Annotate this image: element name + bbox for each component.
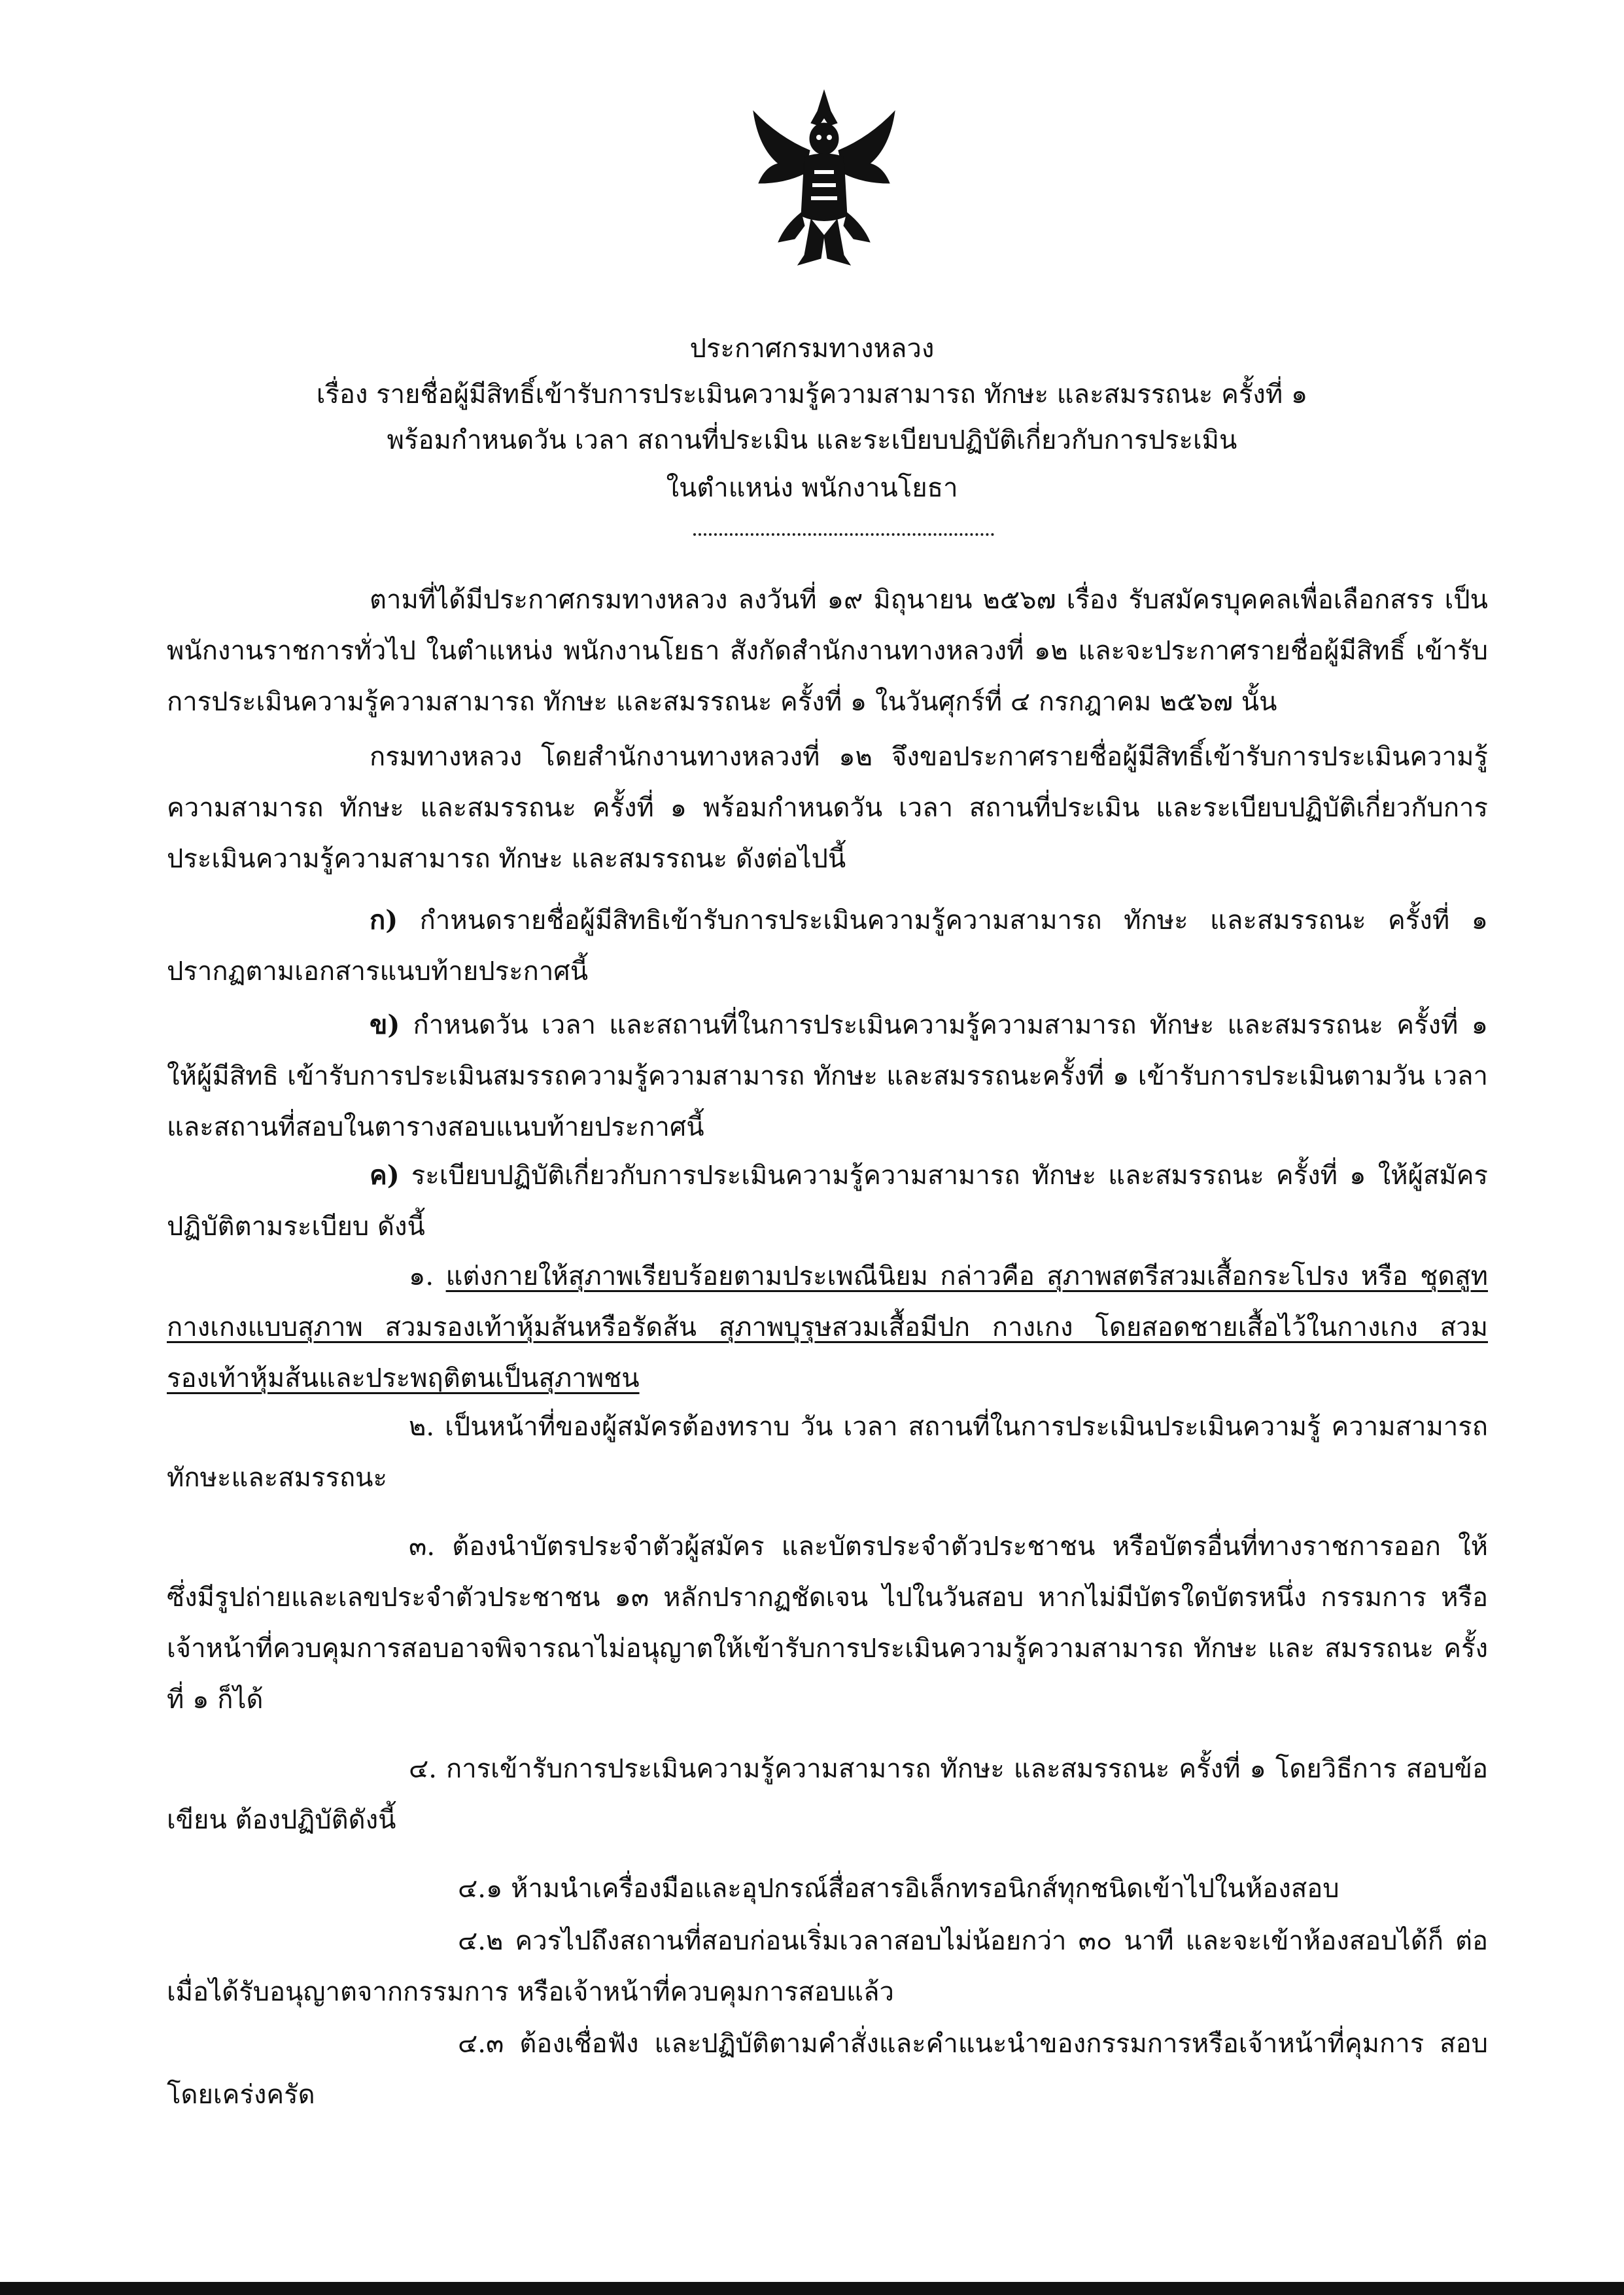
rule-4 — [167, 1743, 1488, 1846]
rule-1 — [167, 1251, 1488, 1404]
garuda-emblem-icon — [739, 85, 909, 281]
item-c-text: ระเบียบปฏิบัติเกี่ยวกับการประเมินความรู้ความสามารถ ทักษะ และสมรรถนะ ครั้งที่ ๑ ให้ผู้สมัครปฏิบัติตามระเบียบ ดังนี้ — [167, 1161, 1488, 1242]
rule-4-1: ๔.๑ ห้ามนำเครื่องมือและอุปกรณ์สื่อสารอิเล็กทรอนิกส์ทุกชนิดเข้าไปในห้องสอบ — [458, 1874, 1339, 1904]
rule-2-number: ๒. — [409, 1412, 435, 1442]
item-b-text: กำหนดวัน เวลา และสถานที่ในการประเมินความรู้ความสามารถ ทักษะ และสมรรถนะ ครั้งที่ ๑ ให้ผู้มีสิทธิ เข้ารับการประเมินสมรรถความรู้ความสามารถ ทักษะ และสมรรถนะครั้งที่ ๑ เข้ารับการประเมินตามวัน เวลา และสถานที่สอบในตารางสอบแนบท้ายประกาศนี้ — [167, 1010, 1488, 1142]
rule-3-number: ๓. — [409, 1532, 436, 1562]
rule-4-3: ๔.๓ ต้องเชื่อฟัง และปฏิบัติตามคำสั่งและคำแนะนำของกรรมการหรือเจ้าหน้าที่คุมการ สอบโดยเคร่งครัด — [167, 2029, 1488, 2110]
rule-4-text: การเข้ารับการประเมินความรู้ความสามารถ ทักษะ และสมรรถนะ ครั้งที่ ๑ โดยวิธีการ สอบข้อเขียน ต้องปฏิบัติดังนี้ — [167, 1754, 1489, 1835]
rule-2 — [167, 1401, 1488, 1503]
scan-edge-bar — [0, 2282, 1624, 2295]
item-c — [167, 1150, 1488, 1252]
rule-1-text: แต่งกายให้สุภาพเรียบร้อยตามประเพณีนิยม กล่าวคือ สุภาพสตรีสวมเสื้อกระโปรง หรือ ชุดสูทกางเกงแบบสุภาพ สวมรองเท้าหุ้มส้นหรือรัดส้น สุภาพบุรุษสวมเสื้อมีปก กางเกง โดยสอดชายเสื้อไว้ในกางเกง สวมรองเท้าหุ้มส้นและประพฤติตนเป็นสุภาพชน — [167, 1261, 1489, 1393]
rule-2-text: เป็นหน้าที่ของผู้สมัครต้องทราบ วัน เวลา สถานที่ในการประเมินประเมินความรู้ ความสามารถทักษะและสมรรถนะ — [167, 1412, 1488, 1493]
item-a-label: ก) — [370, 905, 398, 936]
paragraph-announcement: กรมทางหลวง โดยสำนักงานทางหลวงที่ ๑๒ จึงขอประกาศรายชื่อผู้มีสิทธิ์เข้ารับการประเมินความรู้ ความสามารถ ทักษะ และสมรรถนะ ครั้งที่ ๑ พร้อมกำหนดวัน เวลา สถานที่ประเมิน และระเบียบปฏิบัติเกี่ยวกับการ ประเมินความรู้ความสามารถ ทักษะ และสมรรถนะ ดังต่อไปนี้ — [167, 742, 1488, 874]
subject-line-2: พร้อมกำหนดวัน เวลา สถานที่ประเมิน และระเบียบปฏิบัติเกี่ยวกับการประเมิน — [387, 425, 1237, 455]
rule-3-text: ต้องนำบัตรประจำตัวผู้สมัคร และบัตรประจำตัวประชาชน หรือบัตรอื่นที่ทางราชการออก ให้ ซึ่งมีรูปถ่ายและเลขประจำตัวประชาชน ๑๓ หลักปรากฏชัดเจน ไปในวันสอบ หากไม่มีบัตรใดบัตรหนึ่ง กรรมการ หรือเจ้าหน้าที่ควบคุมการสอบอาจพิจารณาไม่อนุญาตให้เข้ารับการประเมินความรู้ความสามารถ ทักษะ และ สมรรถนะ ครั้งที่ ๑ ก็ได้ — [167, 1532, 1488, 1715]
item-c-label: ค) — [370, 1160, 400, 1191]
rule-4-number: ๔. — [409, 1754, 437, 1784]
item-a-text: กำหนดรายชื่อผู้มีสิทธิเข้ารับการประเมินความรู้ความสามารถ ทักษะ และสมรรถนะ ครั้งที่ ๑ ปรากฏตามเอกสารแนบท้ายประกาศนี้ — [167, 905, 1488, 987]
subject-line-1: เรื่อง รายชื่อผู้มีสิทธิ์เข้ารับการประเมินความรู้ความสามารถ ทักษะ และสมรรถนะ ครั้งที่ ๑ — [316, 379, 1308, 410]
rule-3 — [167, 1521, 1488, 1725]
subject-line-3: ในตำแหน่ง พนักงานโยธา — [666, 473, 958, 503]
rule-1-number: ๑. — [409, 1261, 434, 1291]
item-a — [167, 895, 1488, 997]
paragraph-intro: ตามที่ได้มีประกาศกรมทางหลวง ลงวันที่ ๑๙ มิถุนายน ๒๕๖๗ เรื่อง รับสมัครบุคคลเพื่อเลือกสรร เป็นพนักงานราชการทั่วไป ในตำแหน่ง พนักงานโยธา สังกัดสำนักงานทางหลวงที่ ๑๒ และจะประกาศรายชื่อผู้มีสิทธิ์ เข้ารับการประเมินความรู้ความสามารถ ทักษะ และสมรรถนะ ครั้งที่ ๑ ในวันศุกร์ที่ ๔ กรกฎาคม ๒๕๖๗ นั้น — [167, 585, 1488, 717]
item-b-label: ข) — [370, 1009, 400, 1040]
rule-4-2: ๔.๒ ควรไปถึงสถานที่สอบก่อนเริ่มเวลาสอบไม่น้อยกว่า ๓๐ นาที และจะเข้าห้องสอบได้ก็ ต่อเมื่อได้รับอนุญาตจากกรรมการ หรือเจ้าหน้าที่ควบคุมการสอบแล้ว — [167, 1926, 1488, 2007]
item-b — [167, 1000, 1488, 1153]
title-divider — [693, 533, 994, 536]
announcement-title: ประกาศกรมทางหลวง — [689, 334, 935, 364]
